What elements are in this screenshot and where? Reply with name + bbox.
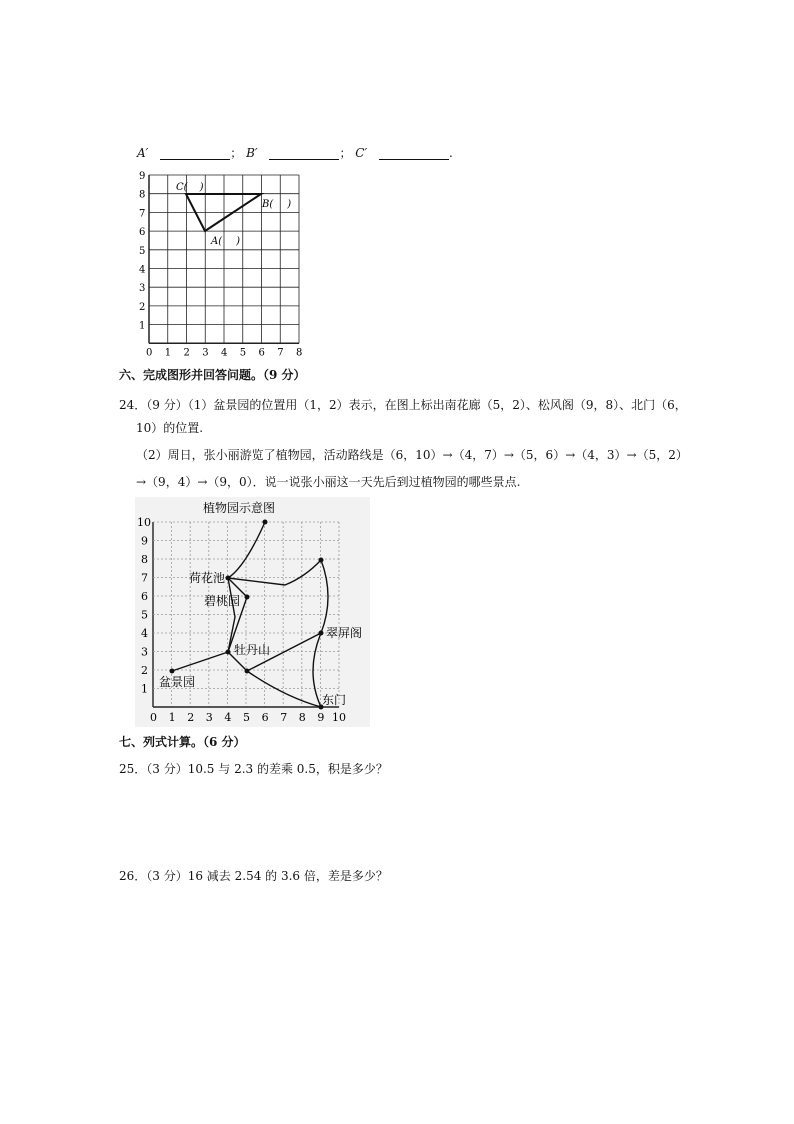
map-x-tick-label: 3	[205, 711, 213, 724]
y-tick-label: 4	[139, 264, 146, 276]
q24-line2: 10）的位置.	[136, 421, 204, 435]
map-y-tick-label: 6	[141, 590, 148, 603]
y-tick-label: 6	[139, 227, 146, 239]
q25-text: 25．（3 分）10.5 与 2.3 的差乘 0.5，积是多少？	[119, 762, 388, 776]
map-title: 植物园示意图	[203, 501, 276, 515]
map-y-tick-label: 10	[137, 516, 151, 529]
triangle-grid	[135, 168, 310, 360]
line-end: .	[449, 146, 453, 160]
point-hehuachi	[226, 576, 231, 581]
label-penjingyuan: 盆景园	[159, 675, 196, 689]
map-x-tick-label: 1	[168, 711, 176, 724]
y-tick-label: 2	[139, 301, 146, 313]
label-bitaoyuan: 碧桃园	[204, 594, 241, 608]
map-x-tick-label: 7	[280, 711, 288, 724]
x-tick-label: 4	[221, 347, 228, 359]
map-y-tick-label: 9	[141, 534, 148, 548]
a-prime-blank[interactable]	[160, 147, 230, 160]
separator: ；	[230, 146, 243, 160]
label-mudanshan: 牡丹山	[234, 643, 271, 657]
map-y-tick-label: 7	[141, 571, 148, 585]
point-beimen	[263, 520, 268, 525]
b-prime-label: B′	[246, 146, 258, 160]
map-y-tick-label: 8	[141, 553, 148, 566]
y-tick-label: 7	[139, 208, 146, 220]
map-x-tick-label: 9	[317, 711, 325, 724]
y-tick-label: 3	[139, 283, 146, 295]
point-bitaoyuan	[245, 595, 250, 600]
section-7-heading: 七、列式计算。（6 分）	[119, 735, 246, 749]
q26-text: 26．（3 分）16 减去 2.54 的 3.6 倍，差是多少？	[119, 869, 388, 883]
label-b: B( )	[262, 199, 292, 210]
map-x-tick-label: 4	[224, 711, 232, 724]
map-y-tick-label: 3	[141, 645, 148, 659]
map-x-tick-label: 0	[150, 711, 157, 724]
x-tick-label: 1	[164, 347, 172, 359]
label-c: C( )	[176, 182, 204, 193]
x-tick-label: 3	[202, 347, 209, 359]
map-x-tick-label: 10	[332, 711, 346, 724]
y-tick-label: 5	[139, 245, 146, 257]
c-prime-blank[interactable]	[379, 147, 449, 160]
x-tick-labels	[146, 347, 302, 358]
botanical-garden-map	[135, 497, 370, 727]
label-hehuachi: 荷花池	[189, 571, 226, 585]
grid-lines	[149, 175, 299, 343]
y-tick-label: 8	[139, 189, 146, 201]
y-tick-label: 1	[139, 320, 146, 332]
map-y-tick-label: 5	[141, 608, 148, 622]
map-x-tick-label: 6	[261, 711, 269, 724]
point-cuipingge	[319, 631, 324, 636]
separator: ；	[339, 146, 352, 160]
map-x-tick-label: 2	[187, 711, 195, 724]
map-y-tick-label: 4	[141, 627, 148, 640]
x-tick-label: 2	[183, 347, 190, 359]
y-tick-label: 9	[139, 171, 146, 182]
x-tick-label: 5	[239, 347, 247, 359]
answer-line	[137, 146, 453, 160]
map-x-tick-label: 8	[298, 711, 306, 724]
x-tick-label: 6	[258, 347, 265, 359]
point-mudanshan	[226, 650, 231, 655]
point-songfengge	[319, 558, 324, 563]
q24-line4: →（9，4）→（9，0）．说一说张小丽这一天先后到过植物园的哪些景点.	[136, 475, 521, 489]
x-tick-label: 7	[277, 347, 284, 359]
q24-line3: （2）周日，张小丽游览了植物园，活动路线是（6，10）→（4，7）→（5，6）→（4，3）→（5，2）	[136, 448, 688, 462]
section-6-heading: 六、完成图形并回答问题。（9 分）	[119, 368, 306, 382]
q24-line1: 24．（9 分）（1）盆景园的位置用（1，2）表示，在图上标出南花廊（5，2）、松风阁（9，8）、北门（6，	[119, 398, 687, 412]
label-dongmen: 东门	[322, 693, 347, 707]
map-x-tick-label: 5	[243, 711, 250, 724]
c-prime-label: C′	[355, 146, 368, 160]
label-cuipingge: 翠屏阁	[326, 626, 363, 640]
a-prime-label: A′	[137, 146, 149, 160]
point-nanhualang	[245, 669, 250, 674]
x-tick-label: 0	[146, 347, 153, 359]
b-prime-blank[interactable]	[269, 147, 339, 160]
y-tick-labels	[139, 171, 145, 332]
map-y-tick-label: 2	[141, 664, 148, 677]
x-tick-label: 8	[296, 347, 303, 359]
label-a: A( )	[211, 236, 241, 247]
point-penjingyuan	[170, 669, 175, 674]
map-y-tick-label: 1	[141, 682, 148, 696]
